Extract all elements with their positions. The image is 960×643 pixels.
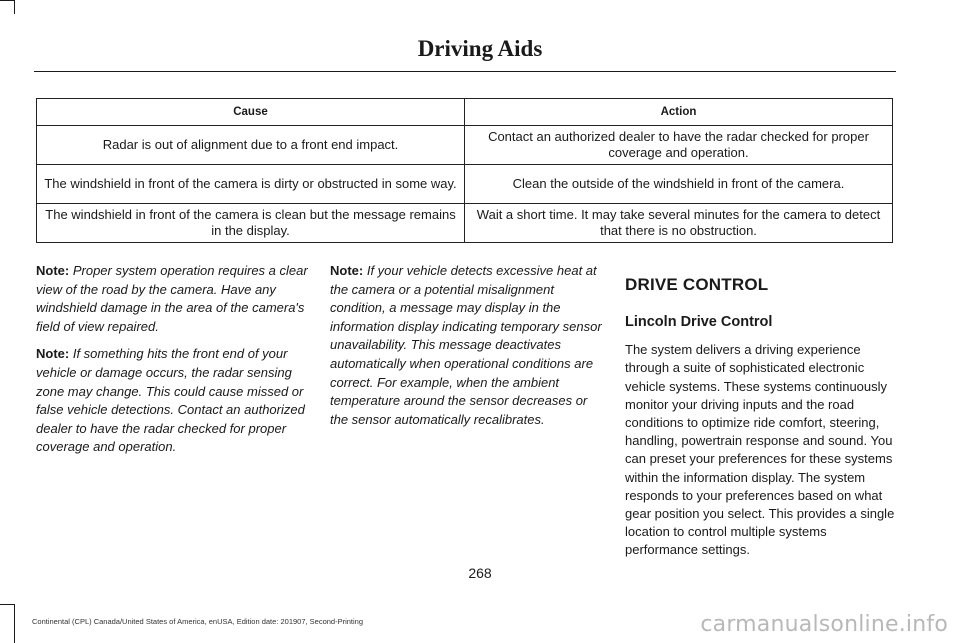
section-title: DRIVE CONTROL — [625, 275, 769, 294]
column-middle — [330, 262, 602, 438]
table-cell-cause: The windshield in front of the camera is clean but the message remains in the display. — [37, 204, 465, 243]
note-paragraph — [330, 262, 602, 429]
table-cell-action: Wait a short time. It may take several minutes for the camera to detect that there is no obstruction. — [465, 204, 893, 243]
note-paragraph — [36, 345, 308, 457]
note-text: If your vehicle detects excessive heat at the camera or a potential misalignment condition, a message may display in the information display indicating temporary sensor unavailability. This message deactivates automatically when operational conditions are correct. For example, when the ambient temperature around the sensor decreases or the sensor automatically recalibrates. — [330, 263, 602, 427]
table-row — [37, 126, 893, 165]
page-number: 268 — [468, 565, 492, 581]
subsection-title: Lincoln Drive Control — [625, 313, 773, 330]
note-label: Note: — [330, 263, 364, 278]
table-cell-cause: The windshield in front of the camera is dirty or obstructed in some way. — [37, 165, 465, 204]
crop-mark — [0, 0, 14, 1]
section-body: The system delivers a driving experience through a suite of sophisticated electronic vehicle systems. These systems continuously monitor your driving inputs and the road conditions to optimize ride comfort, steering, handling, powertrain response and sound. You can preset your preferences for these systems within the information display. The system responds to your preferences based on what gear position you select. This provides a single location to control multiple systems performance settings. — [625, 342, 895, 558]
crop-mark — [14, 604, 15, 643]
watermark: carmanualsonline.info — [700, 612, 948, 637]
page-title: Driving Aids — [417, 36, 543, 61]
note-text: Proper system operation requires a clear view of the road by the camera. Have any windshield damage in the area of the camera's field of view repaired. — [36, 263, 308, 334]
table-cell-action: Clean the outside of the windshield in front of the camera. — [465, 165, 893, 204]
cause-action-table — [36, 98, 893, 243]
footer-edition: Continental (CPL) Canada/United States of America, enUSA, Edition date: 201907, Second-Printing — [32, 617, 364, 626]
table-cell-action: Contact an authorized dealer to have the radar checked for proper coverage and operation. — [465, 126, 893, 165]
note-label: Note: — [36, 263, 70, 278]
header-divider — [34, 71, 896, 72]
crop-mark — [14, 0, 15, 14]
table-header-row — [37, 99, 893, 126]
table-row — [37, 204, 893, 243]
table-header-cause: Cause — [37, 99, 465, 126]
note-paragraph — [36, 262, 308, 336]
table-header-action: Action — [465, 99, 893, 126]
note-label: Note: — [36, 346, 70, 362]
table-row — [37, 165, 893, 204]
column-left — [36, 262, 308, 466]
crop-mark — [0, 604, 14, 605]
table-cell-cause: Radar is out of alignment due to a front end impact. — [37, 126, 465, 165]
note-text: If something hits the front end of your vehicle or damage occurs, the radar sensing zone may change. This could cause missed or false vehicle detections. Contact an authorized dealer to have the radar checked for proper coverage and operation. — [36, 346, 305, 455]
column-right — [625, 262, 897, 560]
